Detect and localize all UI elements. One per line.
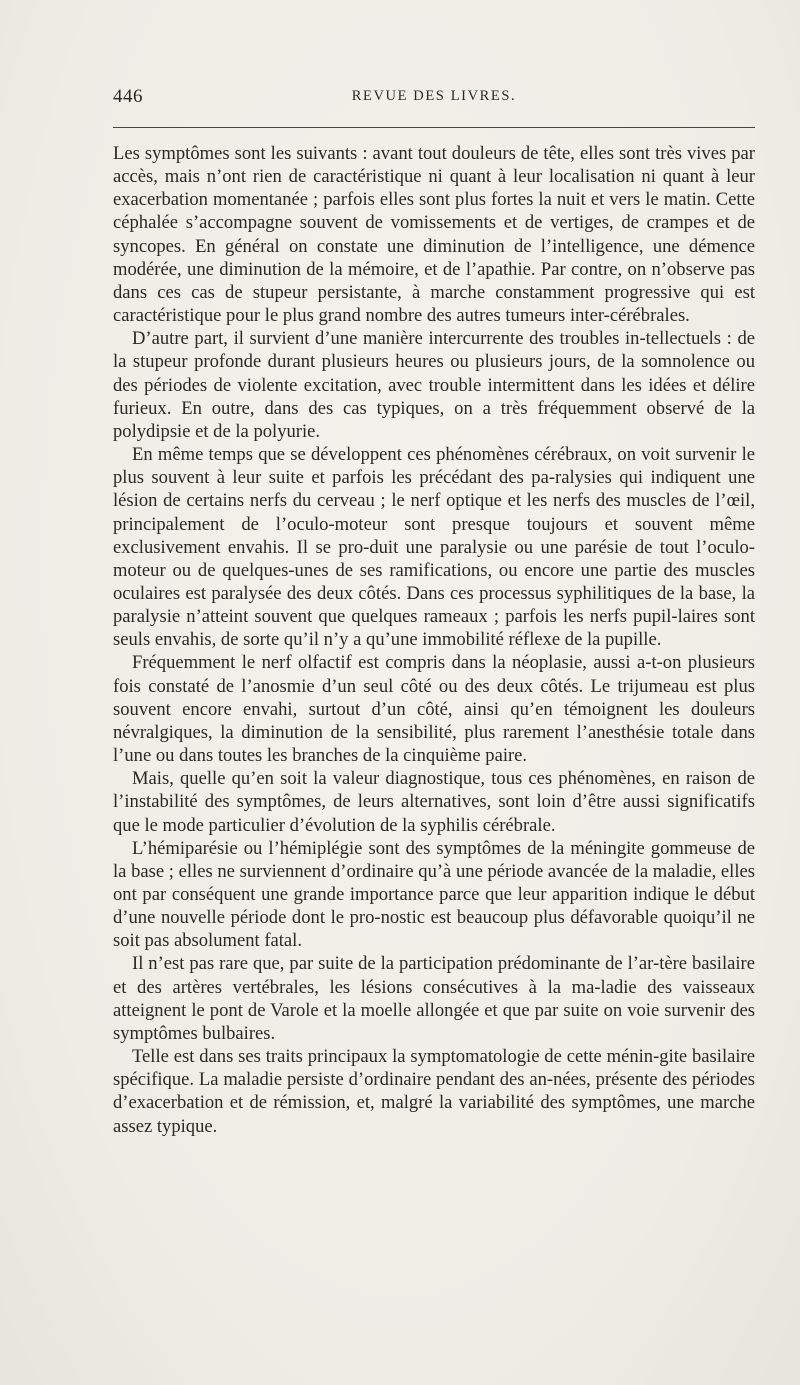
paragraph-7: Il n’est pas rare que, par suite de la participation prédominante de l’ar-tère basilaire et des artères vertébrales, les lésions consécutives à la ma-ladie des vaisseaux atteignent le pont de Varole et la moelle allongée et que par suite on voie survenir des symptômes bulbaires. (113, 953, 755, 1044)
page-header (113, 86, 755, 114)
paragraph-2: D’autre part, il survient d’une manière intercurrente des troubles in-tellectuels : de la stupeur profonde durant plusieurs heures ou plusieurs jours, de la somnolence ou des périodes de violente excitation, avec trouble intermittent dans les idées et délire furieux. En outre, dans des cas typiques, on a très fréquemment observé de la polydipsie et de la polyurie. (113, 328, 755, 442)
paragraph-5: Mais, quelle qu’en soit la valeur diagnostique, tous ces phénomènes, en raison de l’instabilité des symptômes, de leurs alternatives, sont loin d’être aussi significatifs que le mode particulier d’évolution de la syphilis cérébrale. (113, 768, 755, 836)
paragraph-1: Les symptômes sont les suivants : avant tout douleurs de tête, elles sont très vives par accès, mais n’ont rien de caractéristique ni quant à leur localisation ni quant à leur exacerbation momentanée ; parfois elles sont plus fortes la nuit et vers le matin. Cette céphalée s’accompagne souvent de vomissements et de vertiges, de crampes et de syncopes. En général on constate une diminution de l’intelligence, une démence modérée, une diminution de la mémoire, et de l’apathie. Par contre, on n’observe pas dans ces cas de stupeur persistante, à marche constamment progressive qui est caractéristique pour le plus grand nombre des autres tumeurs inter-cérébrales. (113, 143, 755, 327)
paragraph-3: En même temps que se développent ces phénomènes cérébraux, on voit survenir le plus souvent à leur suite et parfois les précédant des pa-ralysies qui indiquent une lésion de certains nerfs du cerveau ; le nerf optique et les nerfs des muscles de l’œil, principalement de l’oculo-moteur sont presque toujours et souvent même exclusivement envahis. Il se pro-duit une paralysie ou une parésie de tout l’oculo-moteur ou de quelques-unes de ses ramifications, ou encore une partie des muscles oculaires est paralysée des deux côtés. Dans ces processus syphilitiques de la base, la paralysie n’atteint souvent que quelques rameaux ; parfois les nerfs pupil-laires sont seuls envahis, de sorte qu’il n’y a qu’une immobilité réflexe de la pupille. (113, 444, 755, 651)
paragraph-4: Fréquemment le nerf olfactif est compris dans la néoplasie, aussi a-t-on plusieurs fois constaté de l’anosmie d’un seul côté ou des deux côtés. Le trijumeau est plus souvent encore envahi, surtout d’un côté, ainsi qu’en témoignent les douleurs névralgiques, la diminution de la sensibilité, plus rarement l’anesthésie totale dans l’une ou dans toutes les branches de la cinquième paire. (113, 652, 755, 767)
paragraph-8: Telle est dans ses traits principaux la symptomatologie de cette ménin-gite basilaire spécifique. La maladie persiste d’ordinaire pendant des an-nées, présente des périodes d’exacerbation et de rémission, et, malgré la variabilité des symptômes, une marche assez typique. (113, 1046, 755, 1137)
header-rule (113, 127, 755, 128)
running-title: REVUE DES LIVRES. (351, 88, 517, 104)
paragraph-6: L’hémiparésie ou l’hémiplégie sont des symptômes de la méningite gommeuse de la base ; elles ne surviennent d’ordinaire qu’à une période avancée de la maladie, elles ont par conséquent une grande importance parce que leur apparition indique le début d’une nouvelle période dont le pro-nostic est beaucoup plus défavorable quoiqu’il ne soit pas absolument fatal. (113, 837, 755, 952)
body-text (113, 142, 755, 1138)
page-number: 446 (113, 86, 143, 107)
